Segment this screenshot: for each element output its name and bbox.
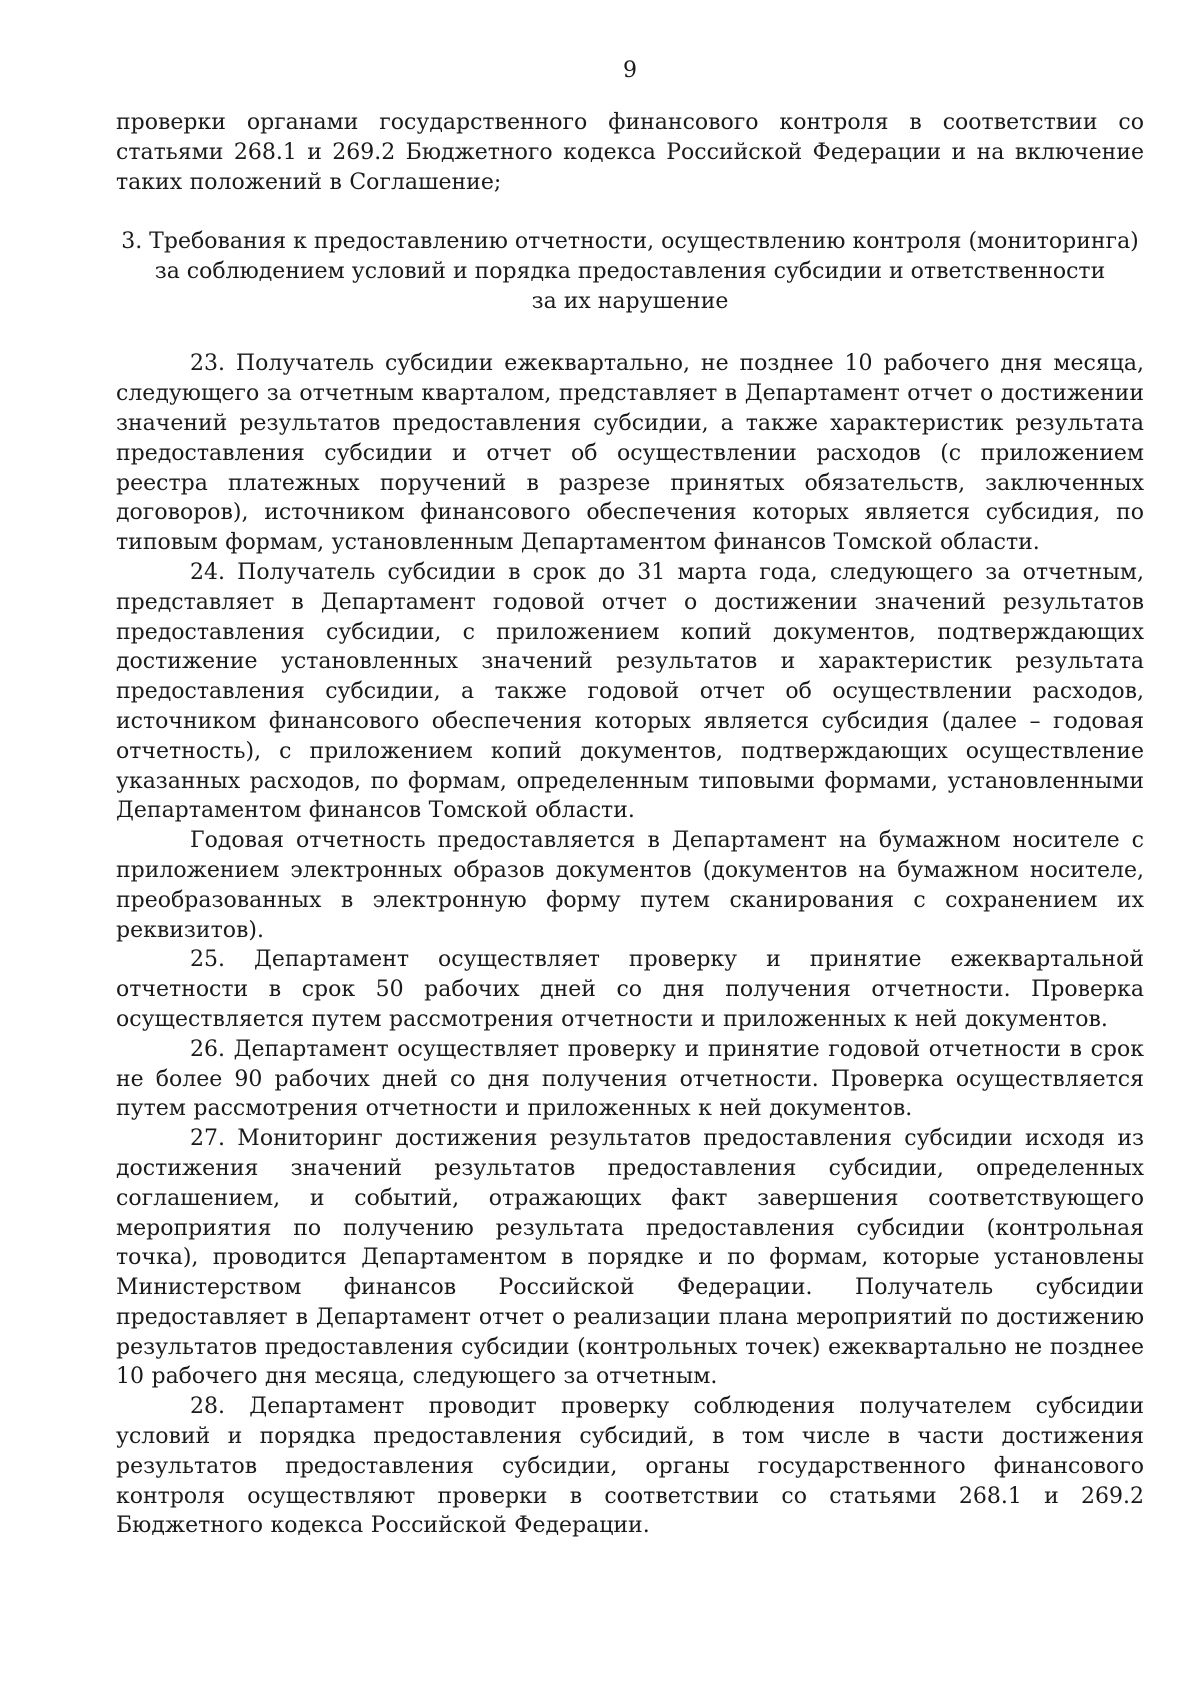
paragraph-25: 25. Департамент осуществляет проверку и принятие ежеквартальной отчетности в срок 50 рабочих дней со дня получения отчетности. Проверка осуществляется путем рассмотрения отчетности и приложенных к ней документов. bbox=[116, 947, 1144, 1032]
page-number: 9 bbox=[623, 58, 637, 83]
document-page bbox=[116, 56, 1144, 1676]
paragraph-23: 23. Получатель субсидии ежеквартально, не позднее 10 рабочего дня месяца, следующего за отчетным кварталом, представляет в Департамент отчет о достижении значений результатов предоставления субсидии, а также характеристик результата предоставления субсидии и отчет об осуществлении расходов (с приложением реестра платежных поручений в разрезе принятых обязательств, заключенных договоров), источником финансового обеспечения которых является субсидия, по типовым формам, установленным Департаментом финансов Томской области. bbox=[116, 351, 1144, 556]
section-heading-line-3: за их нарушение bbox=[531, 289, 729, 315]
paragraph-26: 26. Департамент осуществляет проверку и принятие годовой отчетности в срок не более 90 рабочих дней со дня получения отчетности. Проверка осуществляется путем рассмотрения отчетности и приложенных к ней документов. bbox=[116, 1036, 1144, 1122]
section-heading-line-1: 3. Требования к предоставлению отчетности, осуществлению контроля (мониторинга) bbox=[121, 229, 1139, 255]
paragraph-28: 28. Департамент проводит проверку соблюдения получателем субсидии условий и порядка предоставления субсидий, в том числе в части достижения результатов предоставления субсидии, органы государственного финансового контроля осуществляют проверки в соответствии со статьями 268.1 и 269.2 Бюджетного кодекса Российской Федерации. bbox=[116, 1394, 1144, 1539]
paragraph-27: 27. Мониторинг достижения результатов предоставления субсидии исходя из достижения значений результатов предоставления субсидии, определенных соглашением, и событий, отражающих факт завершения соответствующего мероприятия по получению результата предоставления субсидии (контрольная точка), проводится Департаментом в порядке и по формам, которые установлены Министерством финансов Российской Федерации. Получатель субсидии предоставляет в Департамент отчет о реализации плана мероприятий по достижению результатов предоставления субсидии (контрольных точек) ежеквартально не позднее 10 рабочего дня месяца, следующего за отчетным. bbox=[116, 1126, 1144, 1390]
paragraph-24: 24. Получатель субсидии в срок до 31 марта года, следующего за отчетным, представляет в Департамент годовой отчет о достижении значений результатов предоставления субсидии, с приложением копий документов, подтверждающих достижение установленных значений результатов и характеристик результата предоставления субсидии, а также годовой отчет об осуществлении расходов, источником финансового обеспечения которых является субсидия (далее – годовая отчетность), с приложением копий документов, подтверждающих осуществление указанных расходов, по формам, определенным типовыми формами, установленными Департаментом финансов Томской области. bbox=[116, 559, 1144, 824]
paragraph-annual-reporting: Годовая отчетность предоставляется в Департамент на бумажном носителе с приложением электронных образов документов (документов на бумажном носителе, преобразованных в электронную форму путем сканирования с сохранением их реквизитов). bbox=[116, 828, 1144, 943]
section-heading bbox=[116, 227, 1144, 317]
section-heading-line-2: за соблюдением условий и порядка предоставления субсидии и ответственности bbox=[154, 259, 1106, 285]
intro-paragraph: проверки органами государственного финансового контроля в соответствии со статьями 268.1 и 269.2 Бюджетного кодекса Российской Федерации и на включение таких положений в Соглашение; bbox=[116, 110, 1144, 195]
